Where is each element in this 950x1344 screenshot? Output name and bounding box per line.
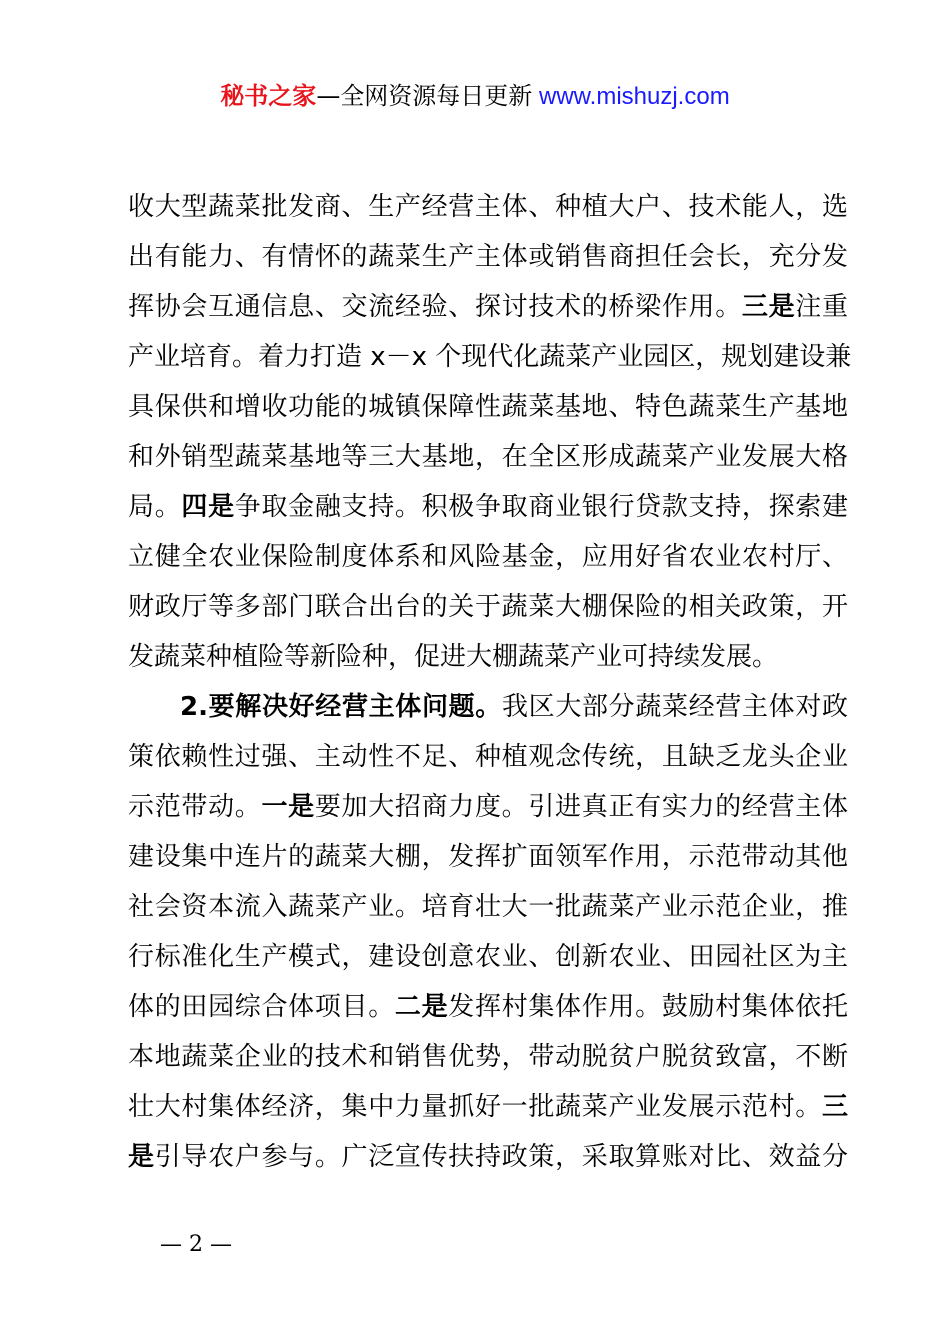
- bold-keyword: 一是: [261, 792, 315, 822]
- bold-keyword: 2.要解决好经营主体问题。: [180, 692, 502, 722]
- text-line: [128, 1082, 848, 1132]
- text-line: [128, 532, 848, 582]
- document-body: [128, 182, 852, 1182]
- text-segment: 策依赖性过强、主动性不足、种植观念传统，且缺乏龙头企业: [128, 742, 848, 772]
- text-segment: 引导农户参与。广泛宣传扶持政策，采取算账对比、效益分: [154, 1142, 848, 1172]
- text-segment: 行标准化生产模式，建设创意农业、创新农业、田园社区为主: [128, 942, 848, 972]
- text-segment: 注重: [795, 292, 848, 322]
- text-segment: 局。: [128, 492, 182, 522]
- text-segment: 争取金融支持。积极争取商业银行贷款支持，探索建: [234, 492, 848, 522]
- bold-keyword: 三: [821, 1092, 848, 1122]
- text-segment: 和外销型蔬菜基地等三大基地，在全区形成蔬菜产业发展大格: [128, 442, 848, 472]
- text-line: [128, 432, 848, 482]
- text-segment: 挥协会互通信息、交流经验、探讨技术的桥梁作用。: [128, 292, 742, 322]
- text-segment: 发挥村集体作用。鼓励村集体依托: [448, 992, 848, 1022]
- text-segment: 出有能力、有情怀的蔬菜生产主体或销售商担任会长，充分发: [128, 242, 848, 272]
- text-line: [128, 332, 852, 382]
- text-line: [128, 282, 848, 332]
- text-segment: 我区大部分蔬菜经营主体对政: [501, 692, 848, 722]
- page-number: — 2 —: [160, 1232, 232, 1257]
- text-line: [128, 982, 848, 1032]
- text-line: [128, 182, 848, 232]
- text-segment: 收大型蔬菜批发商、生产经营主体、种植大户、技术能人，选: [128, 192, 848, 222]
- text-line: [128, 782, 848, 832]
- text-segment: 要加大招商力度。引进真正有实力的经营主体: [314, 792, 848, 822]
- text-line: [128, 832, 848, 882]
- text-segment: 示范带动。: [128, 792, 262, 822]
- site-url[interactable]: www.mishuzj.com: [532, 83, 730, 110]
- text-segment: 体的田园综合体项目。: [128, 992, 395, 1022]
- text-segment: 产业培育。着力打造 x－x 个现代化蔬菜产业园区，规划建设兼: [128, 342, 852, 372]
- text-segment: 壮大村集体经济，集中力量抓好一批蔬菜产业发展示范村。: [128, 1092, 822, 1122]
- bold-keyword: 三是: [741, 292, 796, 322]
- text-segment: 发蔬菜种植险等新险种，促进大棚蔬菜产业可持续发展。: [128, 642, 779, 672]
- site-brand: 秘书之家: [220, 82, 317, 110]
- text-segment: 具保供和增收功能的城镇保障性蔬菜基地、特色蔬菜生产基地: [128, 392, 848, 422]
- text-line: [128, 232, 848, 282]
- text-line: [128, 1132, 848, 1182]
- text-line: [128, 482, 848, 532]
- bold-keyword: 四是: [181, 492, 235, 522]
- bold-keyword: 二是: [394, 992, 449, 1022]
- text-segment: 立健全农业保险制度体系和风险基金，应用好省农业农村厅、: [128, 542, 848, 572]
- text-line: [128, 632, 848, 682]
- site-header: [0, 78, 950, 115]
- site-tagline: —全网资源每日更新: [316, 82, 533, 110]
- text-line: [128, 582, 848, 632]
- text-line: [128, 682, 848, 732]
- text-segment: 本地蔬菜企业的技术和销售优势，带动脱贫户脱贫致富，不断: [128, 1042, 848, 1072]
- bold-keyword: 是: [128, 1142, 155, 1172]
- text-segment: 财政厅等多部门联合出台的关于蔬菜大棚保险的相关政策，开: [128, 592, 848, 622]
- text-line: [128, 732, 848, 782]
- text-line: [128, 882, 848, 932]
- text-line: [128, 932, 848, 982]
- text-line: [128, 1032, 848, 1082]
- text-segment: 建设集中连片的蔬菜大棚，发挥扩面领军作用，示范带动其他: [128, 842, 848, 872]
- text-segment: 社会资本流入蔬菜产业。培育壮大一批蔬菜产业示范企业，推: [128, 892, 848, 922]
- text-line: [128, 382, 848, 432]
